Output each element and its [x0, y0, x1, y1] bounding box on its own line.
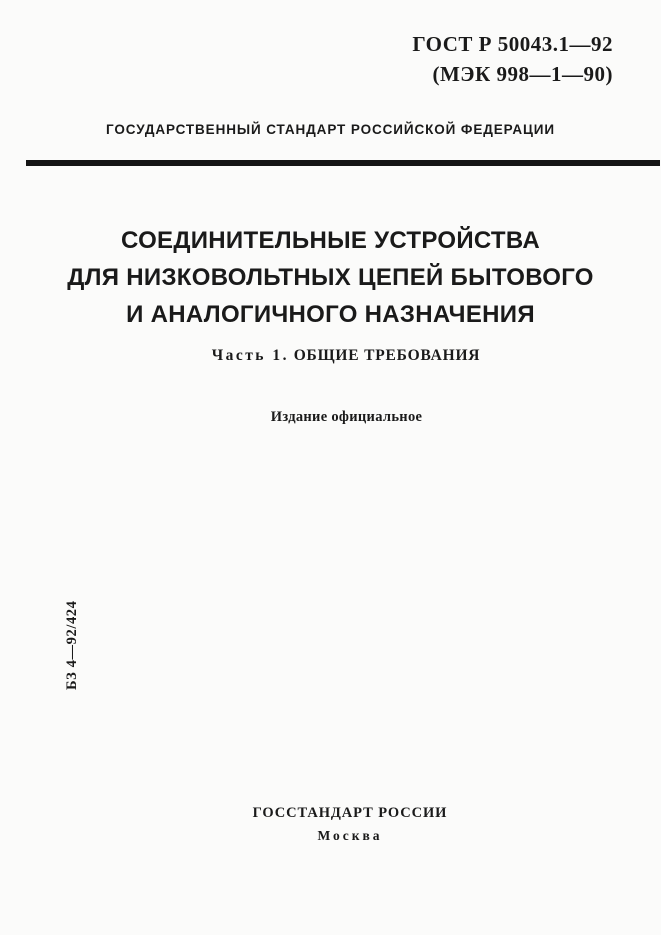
document-title-line-3: И АНАЛОГИЧНОГО НАЗНАЧЕНИЯ	[126, 301, 535, 328]
side-code: БЗ 4—92/424	[64, 600, 80, 690]
part-title: ОБЩИЕ ТРЕБОВАНИЯ	[293, 347, 481, 364]
publisher-city: Москва	[317, 828, 383, 843]
edition-label: Издание официальное	[270, 409, 423, 425]
part-prefix: Часть 1.	[211, 347, 290, 364]
document-title-line-1: СОЕДИНИТЕЛЬНЫЕ УСТРОЙСТВА	[121, 227, 540, 254]
document-title-line-2: ДЛЯ НИЗКОВОЛЬТНЫХ ЦЕПЕЙ БЫТОВОГО	[67, 264, 594, 291]
part-subtitle	[0, 347, 661, 365]
publisher: ГОССТАНДАРТ РОССИИ	[252, 805, 448, 821]
gost-number: ГОСТ Р 50043.1—92	[412, 32, 613, 56]
state-standard-label: ГОСУДАРСТВЕННЫЙ СТАНДАРТ РОССИЙСКОЙ ФЕДЕРАЦИИ	[105, 122, 556, 137]
header-divider	[26, 160, 660, 166]
iec-number: (МЭК 998—1—90)	[432, 62, 613, 86]
